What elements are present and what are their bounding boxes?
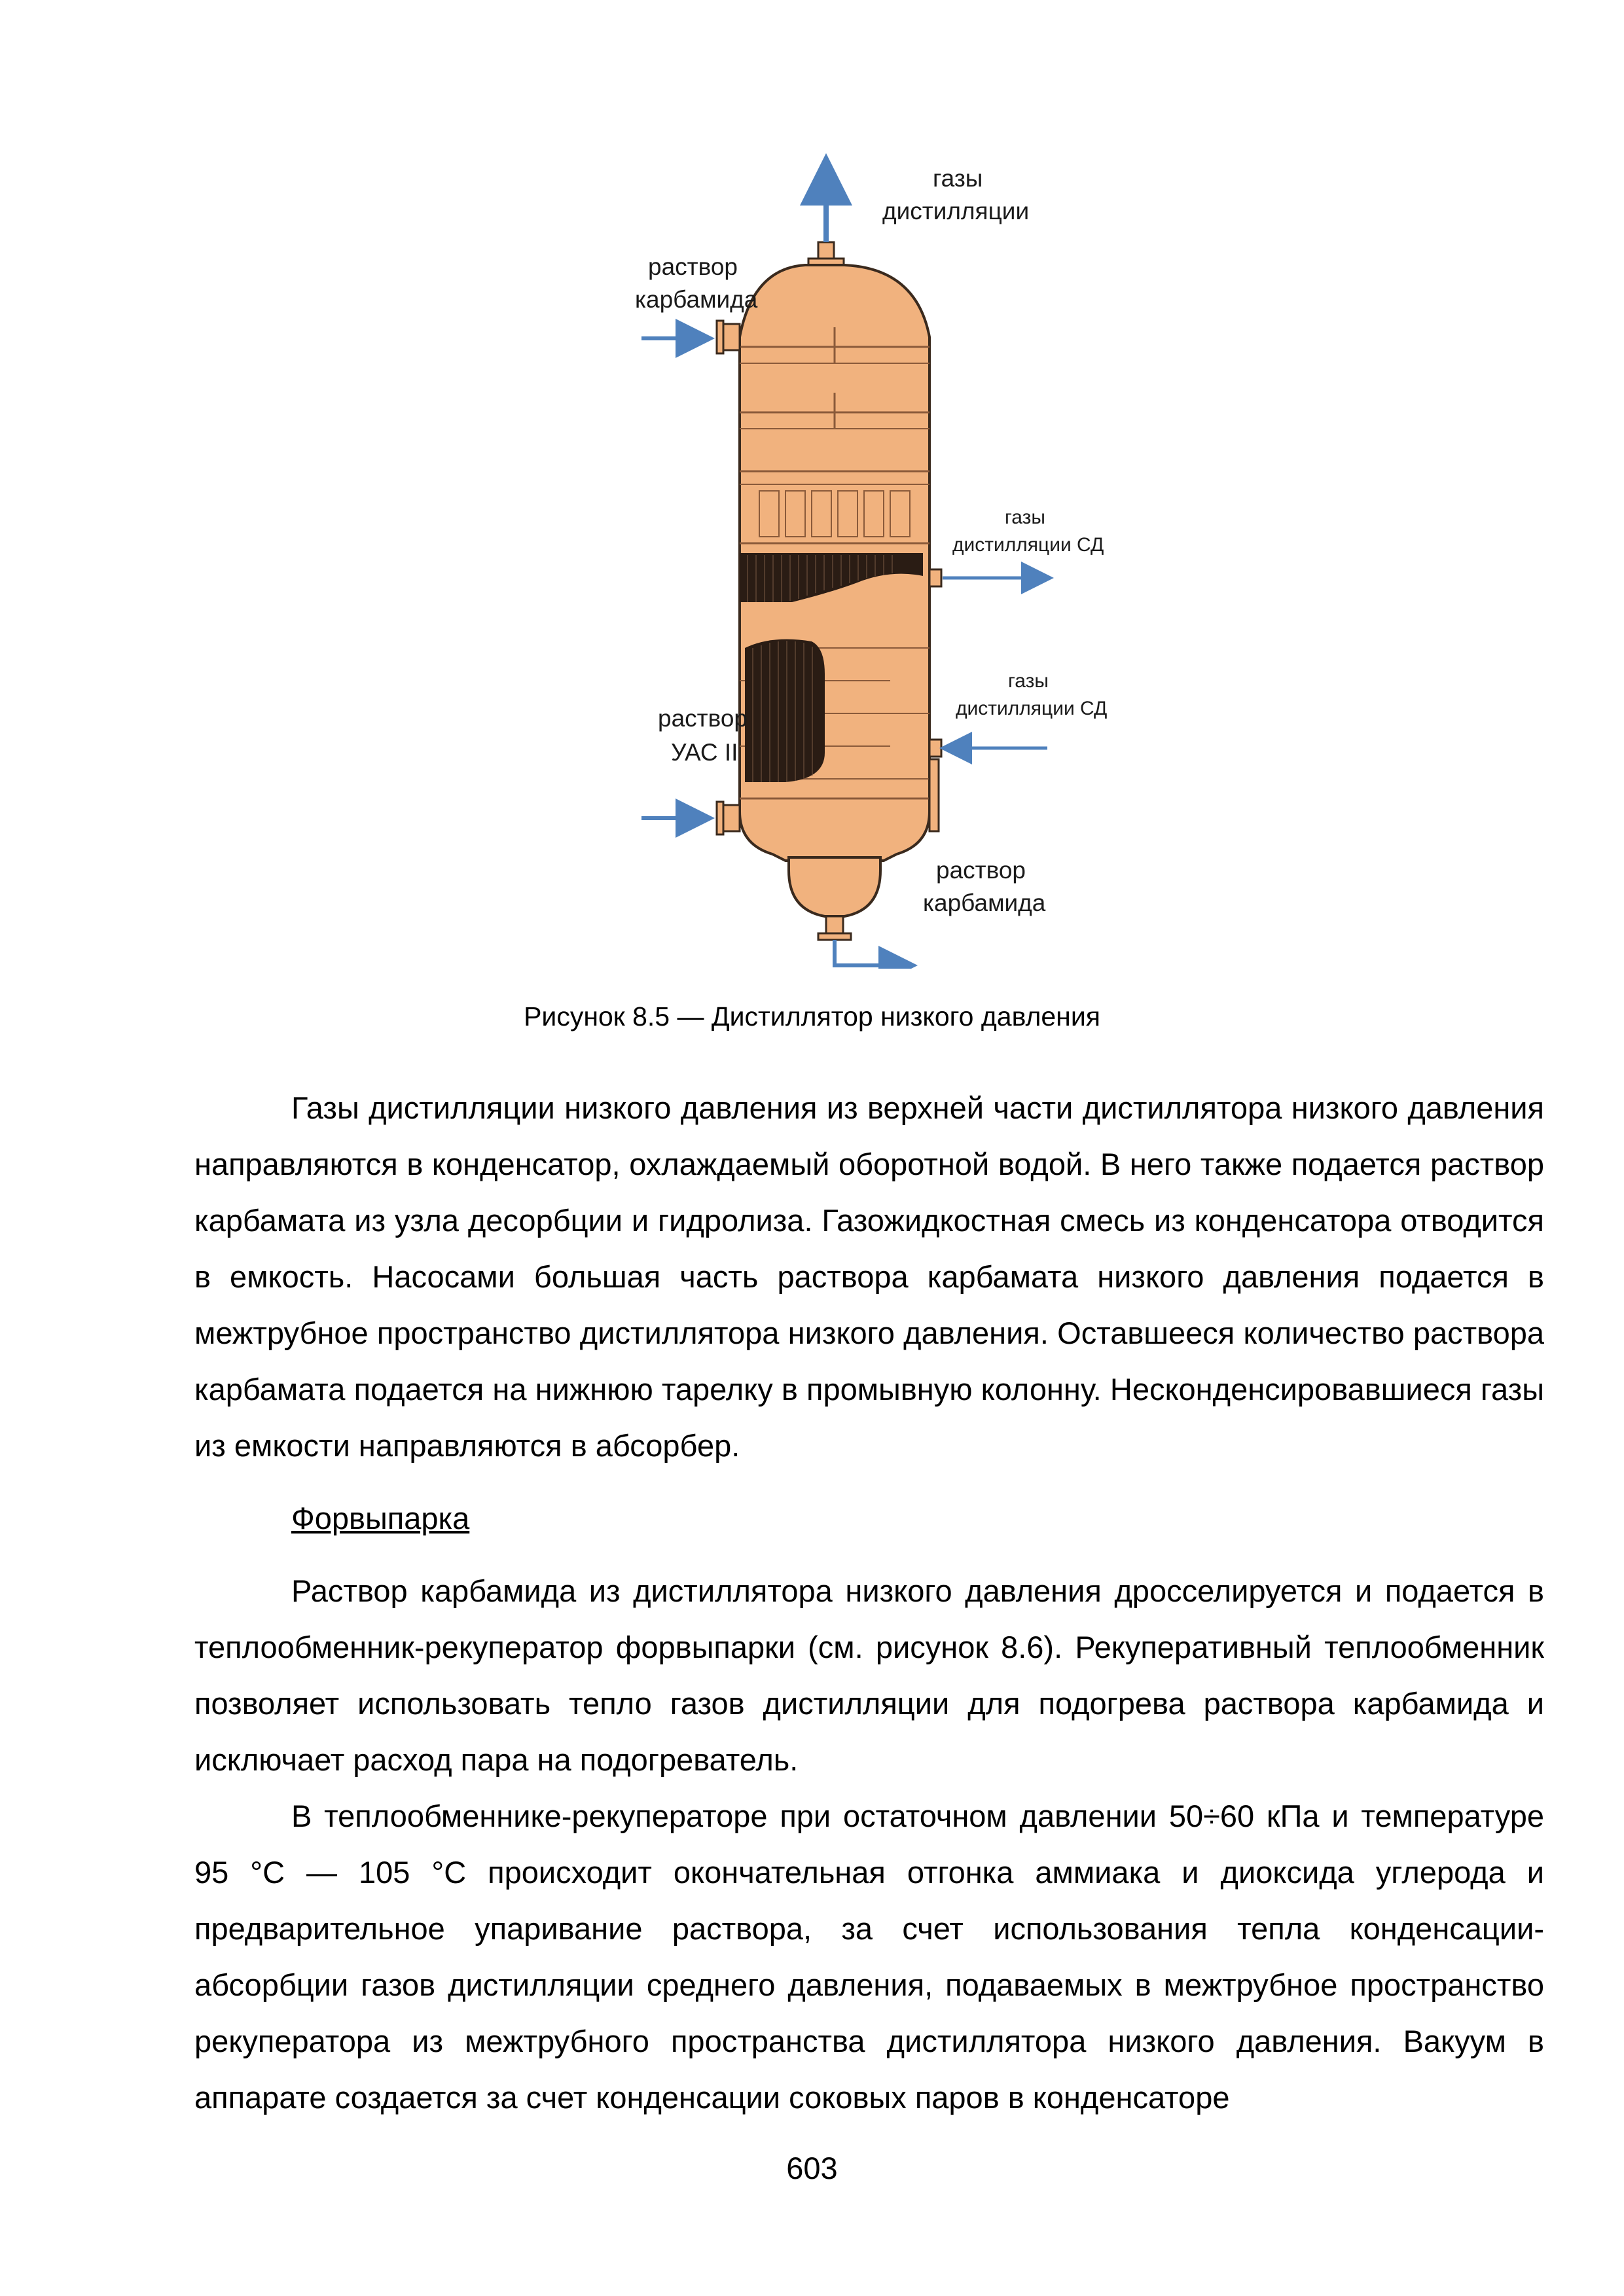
label-low-gas-1: газы [1008,670,1049,692]
subheading-text: Форвыпарка [291,1501,470,1535]
figure-caption: Рисунок 8.5 — Дистиллятор низкого давления [524,1001,1100,1031]
label-mid-gas-1: газы [1005,507,1045,528]
label-uas-1: раствор [658,705,748,732]
label-top-gas-2: дистилляции [882,198,1030,224]
subheading-forvyparka [194,1490,1544,1547]
paragraph-2: Раствор карбамида из дистиллятора низкого давления дросселируется и подается в теплообменник-рекуператор форвыпарки (см. рисунок 8.6). Рекуперативный теплообменник позволяет использовать тепло газов дистилляции для подогрева раствора карбамида и исключает расход пара на подогреватель. [194,1573,1544,1777]
distiller-diagram [576,151,1152,969]
arrow-carbamide-out [835,940,910,965]
label-top-gas-1: газы [933,165,983,192]
label-low-gas-2: дистилляции СД [956,698,1108,719]
distiller-figure [576,151,1152,969]
body-text [194,1080,1544,2126]
label-carbamide-out-1: раствор [936,857,1026,884]
paragraph-3: В теплообменнике-рекуператоре при остаточном давлении 50÷60 кПа и температуре 95 °С — 105 °С происходит окончательная отгонка аммиака и диоксида углерода и предварительное упаривание раствора, за счет использования тепла конденсации-абсорбции газов дистилляции среднего давления, подаваемых в межтрубное пространство рекуператора из межтрубного пространства дистиллятора низкого давления. Вакуум в аппарате создается за счет конденсации соковых паров в конденсаторе [194,1799,1544,2115]
label-mid-gas-2: дистилляции СД [952,534,1104,556]
distiller-vessel [717,242,941,940]
label-carbamide-in-1: раствор [648,253,738,280]
label-carbamide-in-2: карбамида [635,286,758,313]
page-number: 603 [786,2151,838,2185]
paragraph-1: Газы дистилляции низкого давления из верхней части дистиллятора низкого давления направляются в конденсатор, охлаждаемый оборотной водой. В него также подается раствор карбамата из узла десорбции и гидролиза. Газожидкостная смесь из конденсатора отводится в емкость. Насосами большая часть раствора карбамата низкого давления подается в межтрубное пространство дистиллятора низкого давления. Оставшееся количество раствора карбамата подается на нижнюю тарелку в промывную колонну. Несконденсировавшиеся газы из емкости направляются в абсорбер. [194,1090,1544,1463]
label-uas-2: УАС II [671,739,738,766]
label-carbamide-out-2: карбамида [923,889,1046,916]
